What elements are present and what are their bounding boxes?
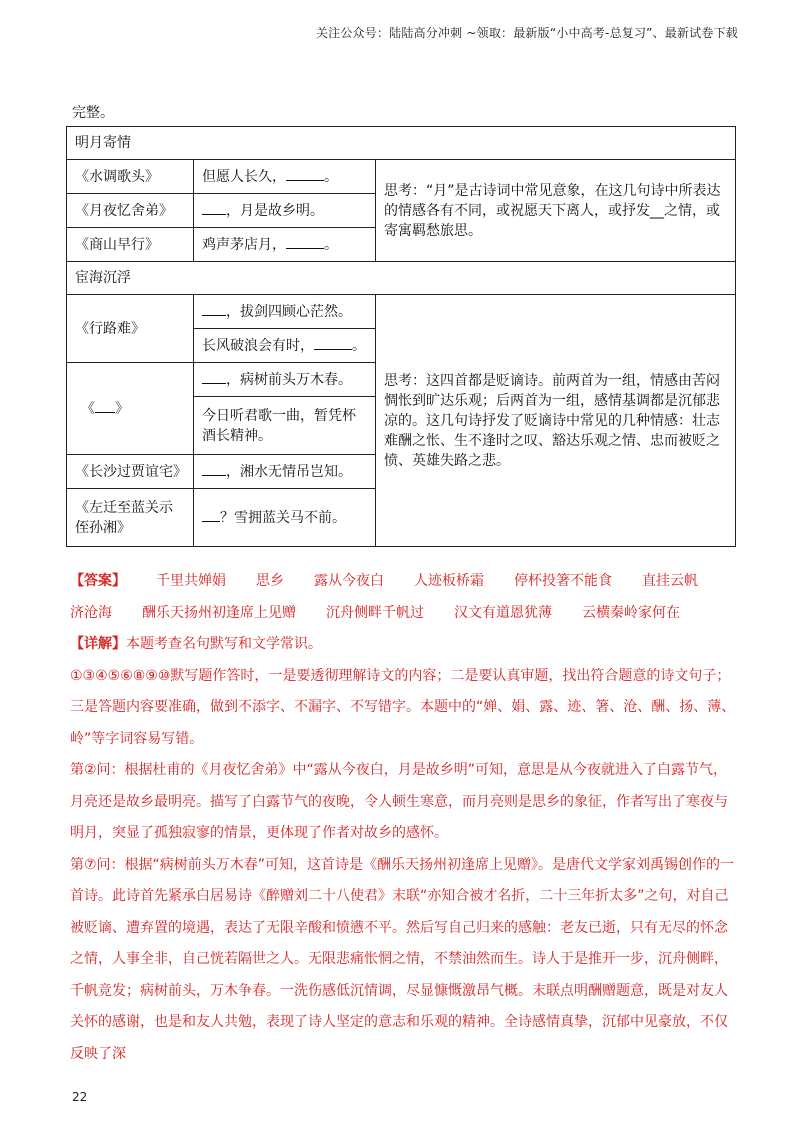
poem-title: 《 》 — [67, 363, 194, 455]
answer-item: 千里共婵娟 — [156, 573, 226, 589]
poem-title: 《月夜忆舍弟》 — [67, 194, 194, 228]
poem-title: 《左迁至蓝关示侄孙湘》 — [67, 489, 194, 547]
page-number: 22 — [72, 1090, 88, 1104]
detail-paragraph: ①③④⑤⑥⑧⑨⑩默写题作答时，一是要透彻理解诗文的内容；二是要认真审题，找出符合题意的诗文句子；三是答题内容要准确，做到不添字、不漏字、不写错字。本题中的“婵、娟、露、迹、箸、沧、酬、扬、薄、岭”等字词容易写错。 — [70, 667, 736, 747]
poem-line: ？雪拥蓝关马不前。 — [194, 489, 376, 547]
answer-item: 停杯投箸不能食 — [514, 573, 612, 589]
answer-section — [70, 566, 738, 1070]
poem-line: ，月是故乡明。 — [194, 194, 376, 228]
fill-blank[interactable] — [202, 507, 220, 522]
answer-row-1 — [70, 566, 738, 598]
poem-line: 鸡声茅店月， 。 — [194, 228, 376, 262]
intro-text: 完整。 — [72, 105, 114, 121]
detail-intro: 本题考查名句默写和文学常识。 — [126, 636, 322, 652]
poem-line: 今日听君歌一曲，暂凭杯酒长精神。 — [194, 397, 376, 455]
detail-heading — [70, 629, 738, 661]
answer-item: 酬乐天扬州初逢席上见赠 — [142, 604, 296, 621]
answer-item: 露从今夜白 — [314, 573, 384, 589]
answer-item: 沉舟侧畔千帆过 — [326, 604, 424, 621]
answer-row-2 — [70, 598, 738, 630]
detail-paragraph: 第⑦问：根据“病树前头万木春”可知，这首诗是《酬乐天扬州初逢席上见赠》。是唐代文学家刘禹锡创作的一首诗。此诗首先紧承白居易诗《醉赠刘二十八使君》末联“亦知合被才名折，二十三年折太多”之句，对自己被贬谪、遭弃置的境遇，表达了无限辛酸和愤懑不平。然后写自己归来的感触：老友已逝，只有无尽的怀念之情，人事全非，自己恍若隔世之人。无限悲痛怅惘之情，不禁油然而生。诗人于是推开一步，沉舟侧畔，千帆竞发；病树前头，万木争春。一洗伤感低沉情调，尽显慷慨激昂气概。末联点明酬赠题意，既是对友人关怀的感谢，也是和友人共勉，表现了诗人坚定的意志和乐观的精神。全诗感情真挚，沉郁中见豪放，不仅反映了深 — [70, 856, 735, 1062]
fill-blank[interactable] — [202, 461, 226, 476]
fill-blank[interactable] — [286, 166, 324, 181]
fill-blank[interactable] — [202, 200, 226, 215]
fill-blank[interactable] — [286, 234, 324, 249]
fill-blank[interactable] — [314, 335, 352, 350]
poem-line: 长风破浪会有时， 。 — [194, 329, 376, 363]
page-header: 关注公众号：陆陆高分冲刺 ~领取：最新版“小中高考-总复习”、最新试卷下载 — [315, 26, 738, 40]
answer-item: 思乡 — [256, 573, 284, 589]
poem-line: 但愿人长久， 。 — [194, 160, 376, 194]
poem-line: ，拔剑四顾心茫然。 — [194, 295, 376, 329]
section-heading-officialdom: 宦海沉浮 — [67, 262, 736, 295]
answer-label: 【答案】 — [70, 573, 126, 589]
poem-table — [66, 126, 736, 547]
fill-blank-title[interactable] — [95, 398, 115, 413]
poem-line: ，湘水无情吊岂知。 — [194, 455, 376, 489]
detail-paragraph: 第②问：根据杜甫的《月夜忆舍弟》中“露从今夜白，月是故乡明”可知，意思是从今夜就进入了白露节气，月亮还是故乡最明亮。描写了白露节气的夜晚，令人顿生寒意，而月亮则是思乡的象征，作者写出了寒夜与明月，突显了孤独寂寥的情景，更体现了作者对故乡的感怀。 — [70, 762, 728, 841]
detail-label: 【详解】 — [70, 636, 126, 652]
section-heading-moon: 明月寄情 — [67, 127, 736, 160]
answer-item: 汉文有道恩犹薄 — [454, 604, 552, 621]
poem-title: 《水调歌头》 — [67, 160, 194, 194]
answer-item: 人迹板桥霜 — [414, 573, 484, 589]
poem-title: 《行路难》 — [67, 295, 194, 363]
answer-item: 直挂云帆 — [642, 573, 698, 589]
fill-blank[interactable] — [202, 369, 226, 384]
think-note-officialdom: 思考：这四首都是贬谪诗。前两首为一组，情感由苦闷惆怅到旷达乐观；后两首为一组，感情基调都是沉郁悲凉的。这几句诗抒发了贬谪诗中常见的几种情感：壮志难酬之怅、生不逢时之叹、豁达乐观之情、忠而被贬之愤、英雄失路之悲。 — [376, 295, 736, 547]
answer-item: 济沧海 — [70, 604, 112, 621]
poem-line: ，病树前头万木春。 — [194, 363, 376, 397]
poem-title: 《长沙过贾谊宅》 — [67, 455, 194, 489]
poem-title: 《商山早行》 — [67, 228, 194, 262]
fill-blank[interactable] — [202, 301, 226, 316]
answer-item: 云横秦岭家何在 — [582, 604, 680, 621]
think-note-moon: 思考：“月”是古诗词中常见意象，在这几句诗中所表达的情感各有不同，或祝愿天下离人，或抒发__之情，或寄寓羁愁旅思。 — [376, 160, 736, 262]
